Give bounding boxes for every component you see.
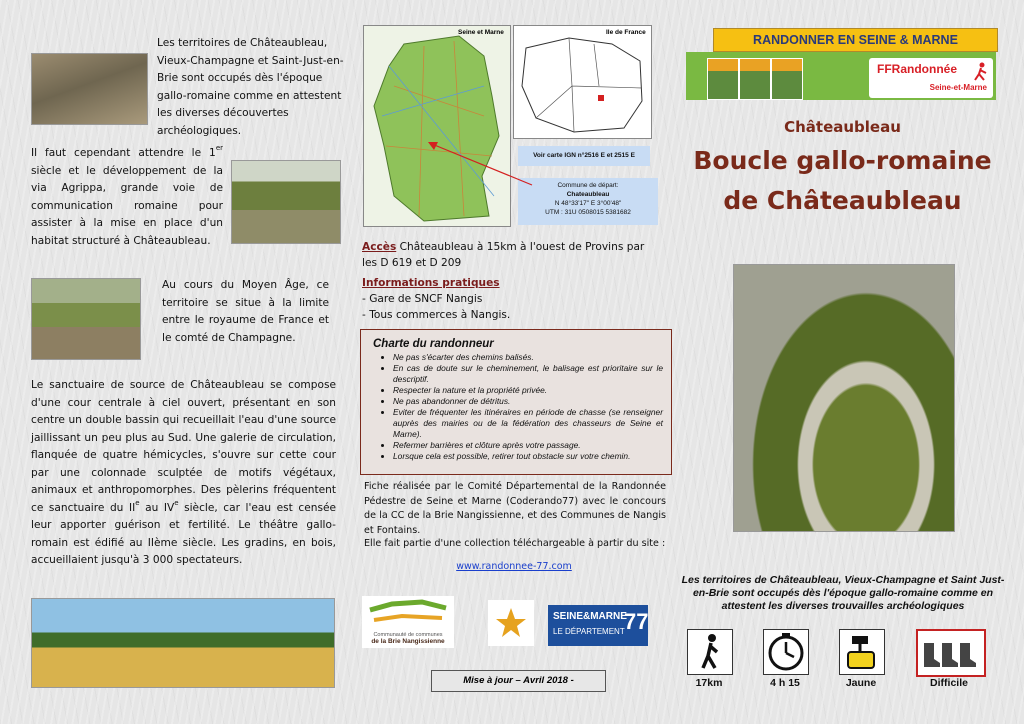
acces-text: Châteaubleau à 15km à l'ouest de Provins par les D 619 et D 209 <box>362 241 645 269</box>
cc-brie-logo-graphic <box>362 596 454 628</box>
boots-icon <box>918 631 984 675</box>
ile-de-france-map <box>513 25 652 139</box>
pointer-arrow <box>420 130 535 190</box>
info-item-2: - Tous commerces à Nangis. <box>362 309 511 321</box>
ruins-photo-2 <box>31 278 141 360</box>
charte-list <box>381 352 663 462</box>
via-agrippa-text-b: siècle et le développement de la via Agrippa, grande voie de communication romaine pour assister à la mise en place d'un habitat structuré à Châteaubleau. <box>31 164 223 247</box>
update-box: Mise à jour – Avril 2018 - <box>431 670 606 692</box>
cc-brie-logo <box>362 596 454 648</box>
sanctuaire-text-a: Le sanctuaire de source de Châteaubleau se compose d'une cour centrale à ciel ouvert, présentant en son centre un double bassin qui recueillait l'eau d'une source jaillissant un peu plus au Sud. Une galerie de circulation, flanquée de quatre hémicycles, s'ouvre sur cette cour par une colonnade sculptée de motifs végétaux, animaux et anthropomorphes. Des pèlerins fréquentent ce sanctuaire du II <box>31 379 336 514</box>
cc-brie-line1: Communauté de communes <box>373 632 443 638</box>
star-icon <box>488 600 534 646</box>
distance-box <box>687 629 733 675</box>
booklet-thumb-1 <box>707 58 739 100</box>
depart-coords: N 48°33'17" E 3°00'48" <box>554 200 622 207</box>
paint-marker-icon <box>840 630 884 674</box>
charte-item: • Respecter la nature et la propriété privée. <box>393 385 663 396</box>
charte-item: • Lorsque cela est possible, retirer tout obstacle sur votre chemin. <box>393 451 663 462</box>
charte-item: • Eviter de fréquenter les itinéraires en période de chasse (se renseigner auprès des mairies ou de la fédération des chasseurs de Seine et Marne). <box>393 407 663 440</box>
info-title: Informations pratiques <box>362 277 500 289</box>
seine-logo-line1: SEINE&MARNE <box>553 611 627 622</box>
via-agrippa-sup: er <box>215 144 223 152</box>
ign-map-box <box>518 146 650 166</box>
sanctuaire-paragraph <box>31 377 336 570</box>
cc-brie-line2: de la Brie Nangissienne <box>371 638 445 645</box>
basin-photo <box>733 264 955 532</box>
top-banner: RANDONNER EN SEINE & MARNE <box>713 28 998 52</box>
depart-title: Commune de départ: <box>557 182 619 189</box>
seine-et-marne-logo <box>548 605 648 646</box>
info-item-1: - Gare de SNCF Nangis <box>362 293 483 305</box>
region-map-graphic <box>514 26 651 138</box>
via-agrippa-text-a: Il faut cependant attendre le 1 <box>31 147 216 159</box>
ign-text: Voir carte IGN n°2516 E et 2515 E <box>533 152 635 159</box>
ffr-walker-icon <box>973 62 989 82</box>
ffr-name: FFRandonnée <box>877 62 957 76</box>
acces-label: Accès <box>362 241 397 253</box>
sanctuaire-sup-2: e <box>174 498 179 507</box>
via-agrippa-paragraph <box>31 145 223 250</box>
location-marker <box>598 95 604 101</box>
map-left-label: Seine et Marne <box>458 29 504 36</box>
duration-label: 4 h 15 <box>770 677 800 689</box>
moyen-age-paragraph: Au cours du Moyen Âge, ce territoire se situe à la limite entre le royaume de France et le comté de Champagne. <box>162 279 329 344</box>
map-right-label: Ile de France <box>606 29 646 36</box>
fiche-paragraph: Fiche réalisée par le Comité Départemental de la Randonnée Pédestre de Seine et Marne (Coderando77) avec le concours de la CC de la Brie Nangissienne, et des Communes de Nangis et Fontains. <box>364 481 666 536</box>
site-link[interactable]: www.randonnee-77.com <box>456 561 572 572</box>
difficulty-box <box>916 629 986 677</box>
ruins-photo-1 <box>31 53 148 125</box>
collection-paragraph: Elle fait partie d'une collection téléchargeable à partir du site : <box>364 538 666 549</box>
department-map-graphic <box>364 26 510 226</box>
hiker-icon <box>688 630 732 674</box>
marking-label: Jaune <box>845 677 877 689</box>
marking-box <box>839 629 885 675</box>
field-ruins-photo <box>231 160 341 244</box>
charte-item: • Ne pas abandonner de détritus. <box>393 396 663 407</box>
sanctuaire-text-b: siècle, car l'eau est censée leur apporter guérison et fertilité. Le théâtre gallo-romain est édifié au IIème siècle. Les gradins, en bois, accueillaient jusqu'à 3 000 spectateurs. <box>31 501 337 566</box>
ffrandonnee-logo <box>869 58 993 98</box>
title-line-2: de Châteaubleau <box>723 186 962 215</box>
landscape-photo <box>31 598 335 688</box>
duration-box <box>763 629 809 675</box>
seine-logo-num: 77 <box>624 609 649 634</box>
booklet-thumb-3 <box>771 58 803 100</box>
charte-box <box>360 329 672 475</box>
title-line-1: Boucle gallo-romaine <box>693 146 992 175</box>
nangis-logo <box>488 600 534 646</box>
difficulty-label: Difficile <box>930 677 968 689</box>
distance-label: 17km <box>695 677 723 689</box>
depart-box <box>518 178 658 225</box>
seine-et-marne-map <box>363 25 511 227</box>
info-block <box>362 275 662 323</box>
sanctuaire-text-mid: au IV <box>139 501 175 514</box>
depart-utm: UTM : 31U 0508015 5381682 <box>545 209 631 216</box>
photo-caption: Les territoires de Châteaubleau, Vieux-Champagne et Saint Just-en-Brie sont occupés dès l'époque gallo-romaine comme en attestent les diverses trouvailles archéologiques <box>681 574 1005 612</box>
town-name: Châteaubleau <box>784 118 901 136</box>
ffr-tagline: Seine-et-Marne <box>929 83 987 92</box>
depart-name: Chateaubleau <box>566 191 610 198</box>
charte-title: Charte du randonneur <box>373 338 494 350</box>
acces-block <box>362 239 662 271</box>
clock-icon <box>764 630 808 674</box>
charte-item: • Ne pas s'écarter des chemins balisés. <box>393 352 663 363</box>
sanctuaire-sup-1: e <box>135 498 140 507</box>
seine-logo-line2: LE DÉPARTEMENT <box>553 627 625 636</box>
charte-item: • Refermer barrières et clôture après votre passage. <box>393 440 663 451</box>
booklet-thumb-2 <box>739 58 771 100</box>
intro-paragraph: Les territoires de Châteaubleau, Vieux-Champagne et Saint-Just-en-Brie sont occupés dès l'époque gallo-romaine comme en attestent les diverses découvertes archéologiques. <box>157 37 344 137</box>
charte-item: • En cas de doute sur le cheminement, le balisage est prioritaire sur le descriptif. <box>393 363 663 385</box>
